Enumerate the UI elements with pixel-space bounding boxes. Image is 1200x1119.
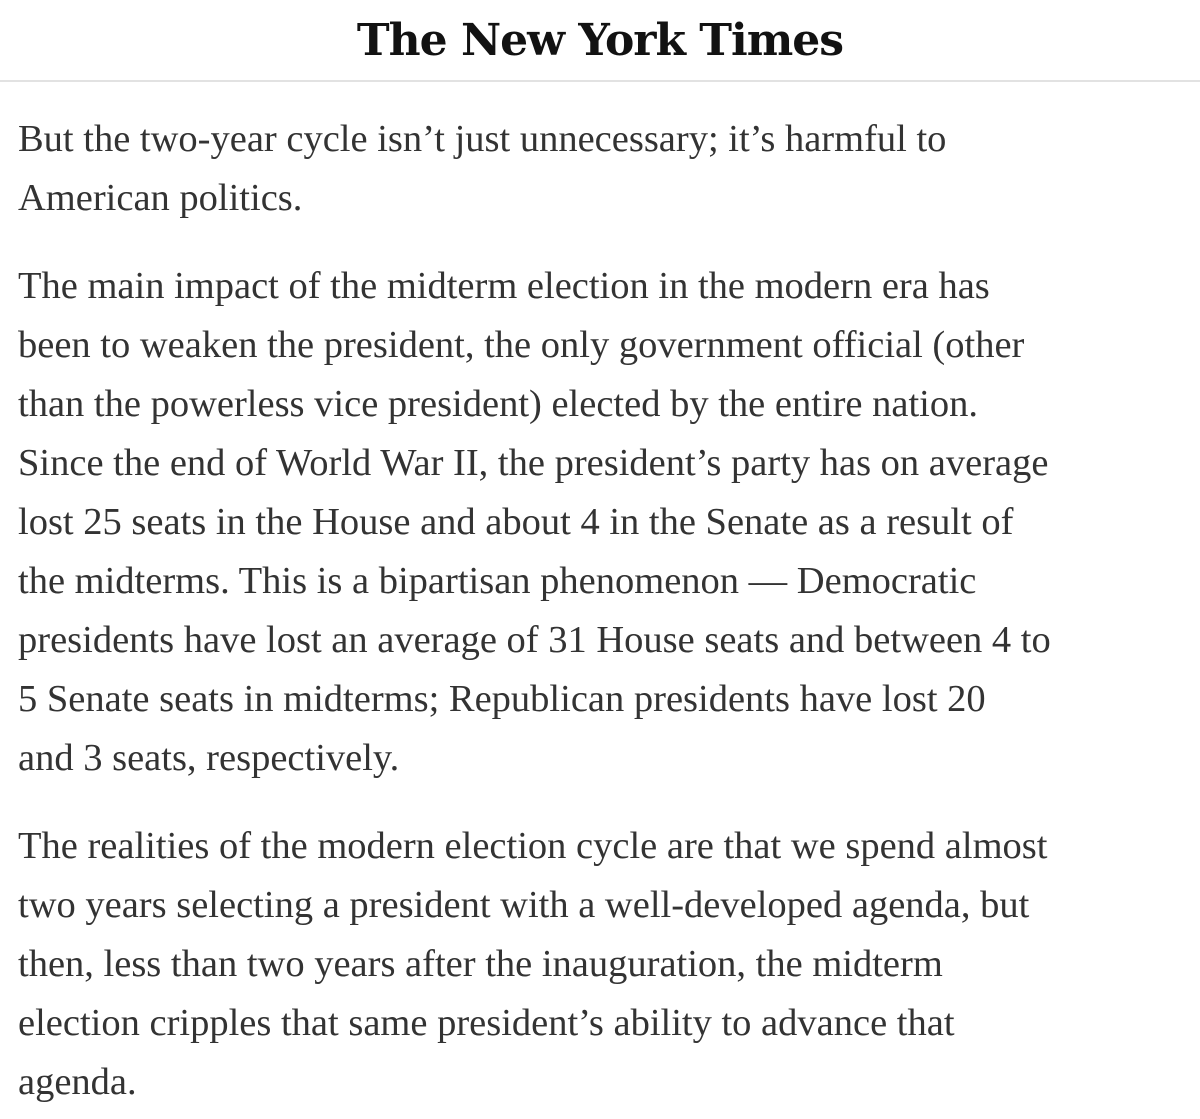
article-body: [0, 110, 1200, 1112]
paragraph-2: The main impact of the midterm election in the modern era has been to weaken the president, the only government official (other than the powerless vice president) elected by the entire nation. Since the end of World War II, the president’s party has on average lost 25 seats in the House and about 4 in the Senate as a result of the midterms. This is a bipartisan phenomenon — Democratic presidents have lost an average of 31 House seats and between 4 to 5 Senate seats in midterms; Republican presidents have lost 20 and 3 seats, respectively.: [18, 265, 1051, 779]
paragraph-1: But the two-year cycle isn’t just unnecessary; it’s harmful to American politics.: [18, 118, 947, 219]
paragraph-3: The realities of the modern election cycle are that we spend almost two years selecting a president with a well-developed agenda, but then, less than two years after the inauguration, the midterm election cripples that same president’s ability to advance that agenda.: [18, 825, 1048, 1103]
nyt-logo[interactable]: The New York Times: [356, 14, 844, 66]
masthead: [0, 0, 1200, 82]
